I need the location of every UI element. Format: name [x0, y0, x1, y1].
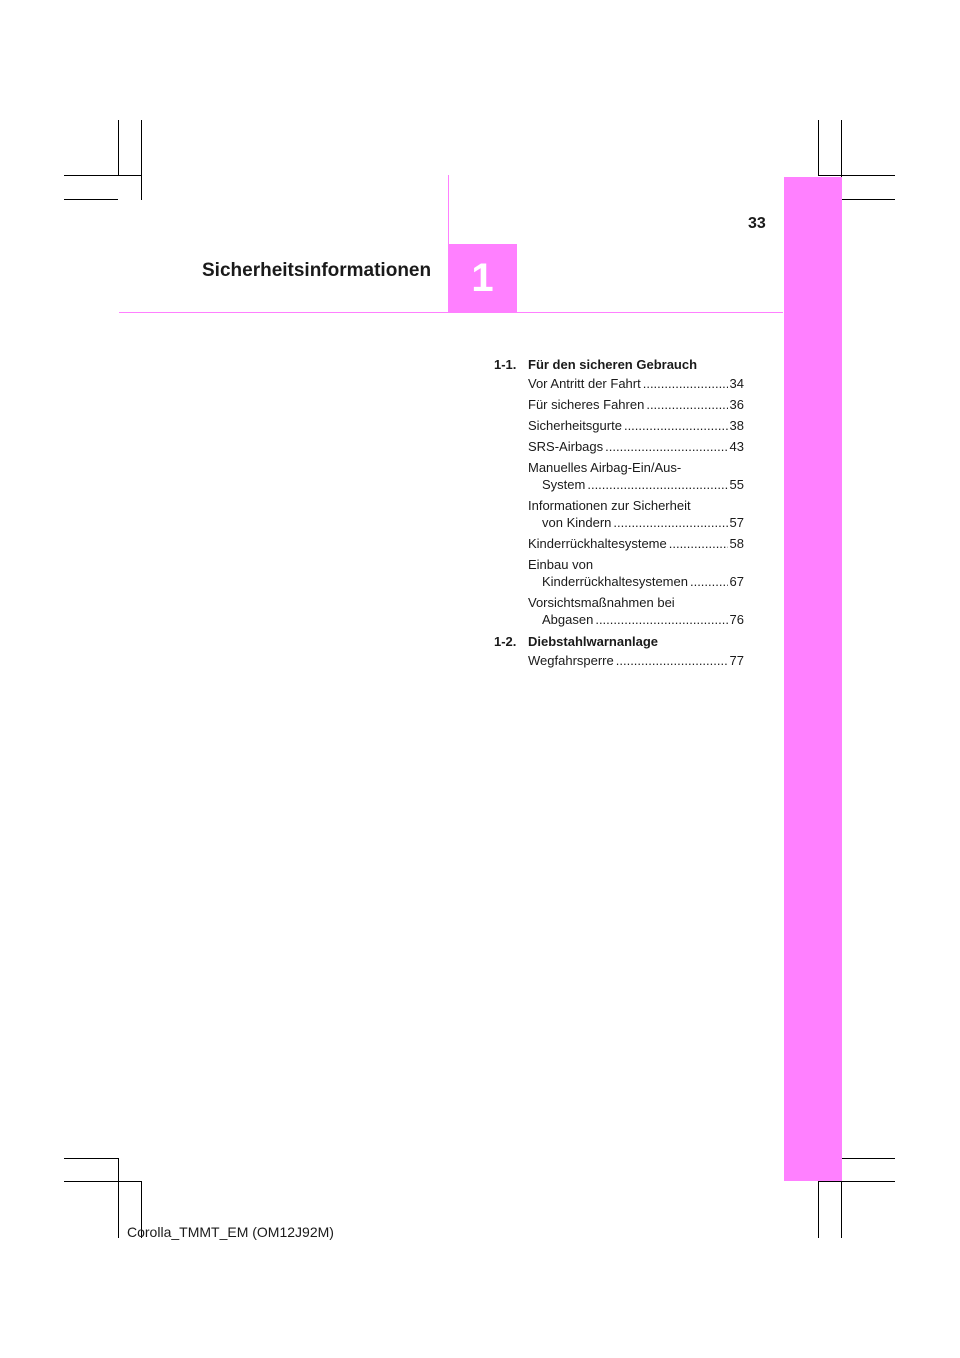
crop-mark: [818, 1181, 895, 1182]
toc-entry-label: Kinderrückhaltesysteme: [528, 536, 667, 551]
toc-entry-page: 57: [729, 515, 744, 530]
toc-entry-label: Sicherheitsgurte: [528, 418, 622, 433]
toc-entry-label: SRS-Airbags: [528, 439, 604, 454]
toc-leader-dots: [690, 573, 728, 590]
crop-mark: [64, 1158, 118, 1159]
toc-entry-page: 34: [729, 376, 744, 391]
crop-mark: [64, 199, 118, 200]
toc-entry-page: 55: [729, 477, 744, 492]
toc-entry[interactable]: [528, 652, 744, 669]
toc-entry[interactable]: [528, 535, 744, 552]
chapter-number: 1: [448, 244, 517, 312]
crop-mark: [118, 120, 119, 175]
toc-section-number: 1-1.: [494, 357, 517, 372]
chapter-divider: [448, 175, 449, 245]
toc-leader-dots: [587, 476, 727, 493]
toc-entry-label: Kinderrückhaltesystemen: [542, 574, 688, 589]
table-of-contents: [494, 355, 744, 673]
toc-entry[interactable]: [528, 556, 744, 590]
toc-entry[interactable]: [528, 417, 744, 434]
toc-entry-label: Manuelles Airbag-Ein/Aus-: [528, 460, 682, 475]
toc-section: [494, 355, 744, 628]
toc-entry-label: Wegfahrsperre: [528, 653, 614, 668]
toc-section-title: Diebstahlwarnanlage: [528, 634, 659, 649]
toc-entry[interactable]: [528, 497, 744, 531]
footer-doc-id: Corolla_TMMT_EM (OM12J92M): [127, 1224, 334, 1240]
toc-section-number: 1-2.: [494, 634, 517, 649]
toc-entry-page: 38: [729, 418, 744, 433]
toc-leader-dots: [669, 535, 728, 552]
crop-mark: [841, 1158, 895, 1159]
toc-section-heading[interactable]: [494, 355, 744, 375]
toc-entry-label: Vorsichtsmaßnahmen bei: [528, 595, 675, 610]
toc-entry-label: Abgasen: [542, 612, 594, 627]
toc-entry[interactable]: [528, 396, 744, 413]
toc-entry[interactable]: [528, 438, 744, 455]
crop-mark: [818, 1181, 819, 1238]
toc-entry-page: 76: [729, 612, 744, 627]
crop-mark: [118, 1158, 119, 1238]
toc-leader-dots: [646, 396, 727, 413]
toc-entry-page: 58: [729, 536, 744, 551]
chapter-title: Sicherheitsinformationen: [202, 260, 432, 281]
toc-entry-label: von Kindern: [542, 515, 612, 530]
toc-entry[interactable]: [528, 594, 744, 628]
toc-entry[interactable]: [528, 375, 744, 392]
crop-mark: [64, 1181, 141, 1182]
chapter-edge-tab: [784, 177, 842, 1181]
page-number: 33: [748, 215, 766, 232]
header-rule: [119, 312, 783, 313]
crop-mark: [841, 199, 895, 200]
toc-section: [494, 632, 744, 669]
crop-mark: [64, 175, 141, 176]
toc-leader-dots: [624, 417, 728, 434]
toc-leader-dots: [616, 652, 728, 669]
toc-leader-dots: [613, 514, 727, 531]
crop-mark: [818, 120, 819, 175]
toc-entry-label: Einbau von: [528, 557, 594, 572]
toc-entry-page: 36: [729, 397, 744, 412]
toc-leader-dots: [605, 438, 727, 455]
toc-section-heading[interactable]: [494, 632, 744, 652]
toc-entry[interactable]: [528, 459, 744, 493]
toc-entry-label: Vor Antritt der Fahrt: [528, 376, 641, 391]
toc-entry-page: 77: [729, 653, 744, 668]
toc-entry-label: System: [542, 477, 586, 492]
toc-entry-page: 67: [729, 574, 744, 589]
toc-entry-page: 43: [729, 439, 744, 454]
crop-mark: [141, 120, 142, 200]
toc-leader-dots: [595, 611, 727, 628]
toc-entry-label: Informationen zur Sicherheit: [528, 498, 691, 513]
toc-entry-label: Für sicheres Fahren: [528, 397, 645, 412]
crop-mark: [818, 175, 895, 176]
toc-leader-dots: [643, 375, 728, 392]
toc-section-title: Für den sicheren Gebrauch: [528, 357, 698, 372]
